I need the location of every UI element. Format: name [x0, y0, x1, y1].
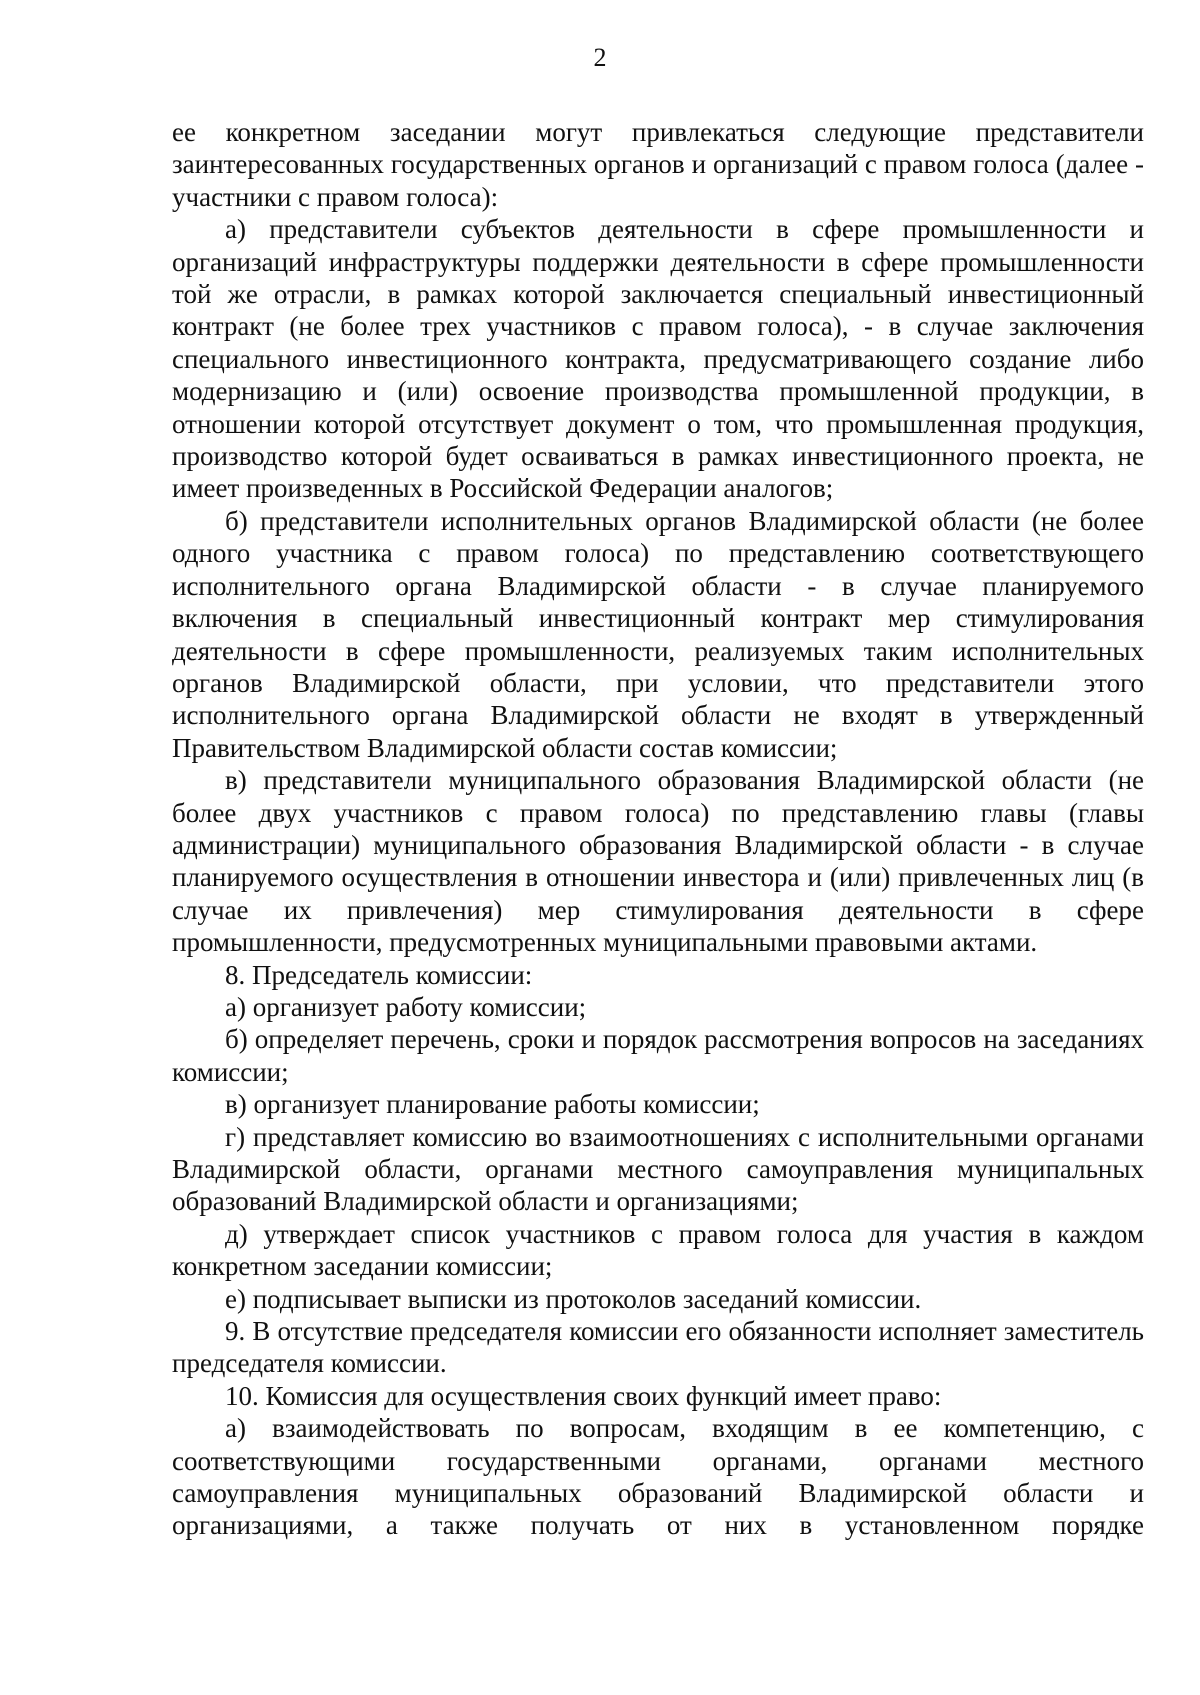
document-body — [172, 116, 1144, 1542]
paragraph-item-b: б) представители исполнительных органов Владимирской области (не более одного участника с правом голоса) по представлению соответствующего исполнительного органа Владимирской области - в случае планируемого включения в специальный инвестиционный контракт мер стимулирования деятельности в сфере промышленности, реализуемых таким исполнительных органов Владимирской области, при условии, что представители этого исполнительного органа Владимирской области не входят в утвержденный Правительством Владимирской области состав комиссии; — [172, 505, 1144, 763]
paragraph-10-a: а) взаимодействовать по вопросам, входящим в ее компетенцию, с соответствующими государственными органами, органами местного самоуправления муниципальных образований Владимирской области и организациями, а также получать от них в установленном порядке — [172, 1413, 1144, 1541]
paragraph-section-8: 8. Председатель комиссии: — [225, 959, 533, 990]
paragraph-section-10: 10. Комиссия для осуществления своих функций имеет право: — [225, 1380, 942, 1411]
paragraph-8-e: е) подписывает выписки из протоколов заседаний комиссии. — [225, 1283, 922, 1314]
paragraph-8-b: б) определяет перечень, сроки и порядок рассмотрения вопросов на заседаниях комиссии; — [172, 1024, 1144, 1087]
paragraph-intro: ее конкретном заседании могут привлекаться следующие представители заинтересованных государственных органов и организаций с правом голоса (далее - участники с правом голоса): — [172, 117, 1144, 212]
paragraph-8-a: а) организует работу комиссии; — [225, 991, 587, 1022]
page-number: 2 — [593, 43, 607, 72]
paragraph-8-v: в) организует планирование работы комиссии; — [225, 1089, 760, 1120]
paragraph-item-v: в) представители муниципального образования Владимирской области (не более двух участников с правом голоса) по представлению главы (главы администрации) муниципального образования Владимирской области - в случае планируемого осуществления в отношении инвестора и (или) привлеченных лиц (в случае их привлечения) мер стимулирования деятельности в сфере промышленности, предусмотренных муниципальными правовыми актами. — [172, 765, 1144, 958]
paragraph-8-g: г) представляет комиссию во взаимоотношениях с исполнительными органами Владимирской области, органами местного самоуправления муниципальных образований Владимирской области и организациями; — [172, 1121, 1144, 1217]
paragraph-8-d: д) утверждает список участников с правом голоса для участия в каждом конкретном заседании комиссии; — [172, 1218, 1144, 1282]
paragraph-item-a: а) представители субъектов деятельности в сфере промышленности и организаций инфраструктуры поддержки деятельности в сфере промышленности той же отрасли, в рамках которой заключается специальный инвестиционный контракт (не более трех участников с правом голоса), - в случае заключения специального инвестиционного контракта, предусматривающего создание либо модернизацию и (или) освоение производства промышленной продукции, в отношении которой отсутствует документ о том, что промышленная продукция, производство которой будет осваиваться в рамках инвестиционного проекта, не имеет произведенных в Российской Федерации аналогов; — [172, 214, 1144, 504]
paragraph-section-9: 9. В отсутствие председателя комиссии его обязанности исполняет заместитель председателя комиссии. — [172, 1316, 1144, 1379]
